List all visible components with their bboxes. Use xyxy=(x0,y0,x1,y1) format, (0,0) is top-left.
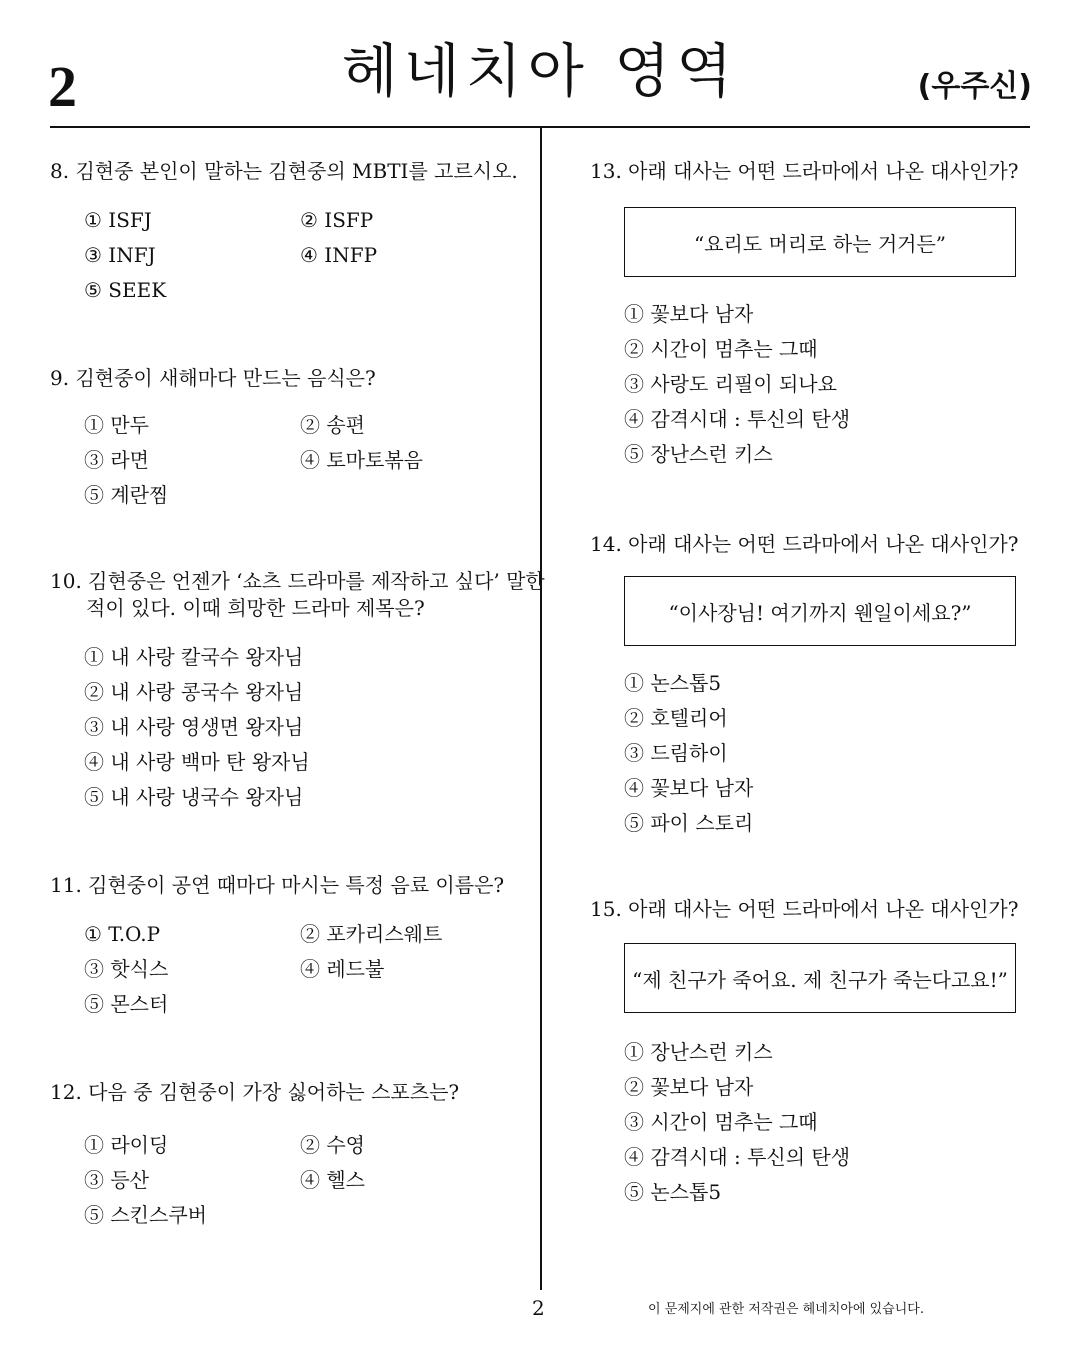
choice[interactable]: ① ISFJ xyxy=(84,208,152,232)
choice[interactable]: ③ 드림하이 xyxy=(624,741,728,765)
question-10 xyxy=(50,568,545,810)
choice[interactable]: ③ 내 사랑 영생면 왕자님 xyxy=(84,715,304,739)
question-10-text: 10. 김현중은 언젠가 ‘쇼츠 드라마를 제작하고 싶다’ 말한 적이 있다. 이때 희망한 드라마 제목은? xyxy=(50,569,545,620)
question-9-choices xyxy=(84,412,540,508)
choice[interactable]: ④ 감격시대 : 투신의 탄생 xyxy=(624,407,851,431)
right-column xyxy=(590,158,1030,1205)
choice[interactable]: ④ 토마토볶음 xyxy=(300,448,423,472)
choice[interactable]: ④ 레드불 xyxy=(300,957,385,981)
quote-box: “제 친구가 죽어요. 제 친구가 죽는다고요!” xyxy=(624,943,1016,1013)
choice[interactable]: ① 꽃보다 남자 xyxy=(624,302,754,326)
question-14-choices xyxy=(624,670,1030,836)
left-column xyxy=(50,158,545,1228)
choice[interactable]: ④ 헬스 xyxy=(300,1168,365,1192)
question-15 xyxy=(590,896,1030,1205)
copyright-notice: 이 문제지에 관한 저작권은 헤네치아에 있습니다. xyxy=(648,1302,924,1317)
question-9 xyxy=(50,365,540,508)
choice[interactable]: ⑤ SEEK xyxy=(84,278,167,302)
choice[interactable]: ② 포카리스웨트 xyxy=(300,922,443,946)
choice[interactable]: ② 수영 xyxy=(300,1133,365,1157)
choice[interactable]: ④ INFP xyxy=(300,243,378,267)
choice[interactable]: ① 내 사랑 칼국수 왕자님 xyxy=(84,645,304,669)
question-10-choices xyxy=(84,644,540,810)
choice[interactable]: ③ INFJ xyxy=(84,243,156,267)
question-12-text: 12. 다음 중 김현중이 가장 싫어하는 스포츠는? xyxy=(50,1080,460,1104)
question-8 xyxy=(50,158,540,303)
choice[interactable]: ⑤ 내 사랑 냉국수 왕자님 xyxy=(84,785,304,809)
question-13-text: 13. 아래 대사는 어떤 드라마에서 나온 대사인가? xyxy=(590,159,1019,183)
quote-box: “이사장님! 여기까지 웬일이세요?” xyxy=(624,576,1016,646)
question-12 xyxy=(50,1079,540,1228)
question-8-text: 8. 김현중 본인이 말하는 김현중의 MBTI를 고르시오. xyxy=(50,159,518,183)
choice[interactable]: ⑤ 파이 스토리 xyxy=(624,811,754,835)
choice[interactable]: ⑤ 몬스터 xyxy=(84,992,169,1016)
question-8-choices xyxy=(84,207,540,303)
choice[interactable]: ④ 꽃보다 남자 xyxy=(624,776,754,800)
choice[interactable]: ③ 핫식스 xyxy=(84,957,169,981)
page-number: 2 xyxy=(48,54,77,119)
choice[interactable]: ⑤ 논스톱5 xyxy=(624,1180,722,1204)
choice[interactable]: ③ 라면 xyxy=(84,448,149,472)
quote-box: “요리도 머리로 하는 거거든” xyxy=(624,207,1016,277)
question-13-choices xyxy=(624,301,1030,467)
choice[interactable]: ① T.O.P xyxy=(84,922,161,946)
choice[interactable]: ② 시간이 멈추는 그때 xyxy=(624,337,818,361)
question-14-text: 14. 아래 대사는 어떤 드라마에서 나온 대사인가? xyxy=(590,532,1019,556)
choice[interactable]: ① 논스톱5 xyxy=(624,671,722,695)
question-11 xyxy=(50,872,540,1017)
choice[interactable]: ② ISFP xyxy=(300,208,374,232)
question-11-choices xyxy=(84,921,540,1017)
choice[interactable]: ⑤ 장난스런 키스 xyxy=(624,442,773,466)
choice[interactable]: ③ 시간이 멈추는 그때 xyxy=(624,1110,818,1134)
question-11-text: 11. 김현중이 공연 때마다 마시는 특정 음료 이름은? xyxy=(50,873,505,897)
choice[interactable]: ④ 내 사랑 백마 탄 왕자님 xyxy=(84,750,310,774)
choice[interactable]: ③ 사랑도 리필이 되나요 xyxy=(624,372,837,396)
subject-label: (우주신) xyxy=(917,69,1032,104)
choice[interactable]: ④ 감격시대 : 투신의 탄생 xyxy=(624,1145,851,1169)
choice[interactable]: ② 꽃보다 남자 xyxy=(624,1075,754,1099)
question-15-text: 15. 아래 대사는 어떤 드라마에서 나온 대사인가? xyxy=(590,897,1019,921)
choice[interactable]: ① 라이딩 xyxy=(84,1133,169,1157)
question-12-choices xyxy=(84,1132,540,1228)
choice[interactable]: ⑤ 스킨스쿠버 xyxy=(84,1203,207,1227)
choice[interactable]: ② 내 사랑 콩국수 왕자님 xyxy=(84,680,304,704)
choice[interactable]: ② 송편 xyxy=(300,413,365,437)
choice[interactable]: ① 장난스런 키스 xyxy=(624,1040,773,1064)
question-9-text: 9. 김현중이 새해마다 만드는 음식은? xyxy=(50,366,376,390)
question-15-choices xyxy=(624,1039,1030,1205)
question-13 xyxy=(590,158,1030,467)
choice[interactable]: ② 호텔리어 xyxy=(624,706,728,730)
section-title: 헤네치아 영역 xyxy=(341,37,739,105)
choice[interactable]: ① 만두 xyxy=(84,413,149,437)
choice[interactable]: ③ 등산 xyxy=(84,1168,149,1192)
choice[interactable]: ⑤ 계란찜 xyxy=(84,483,169,507)
footer-page-number: 2 xyxy=(532,1296,545,1320)
column-divider xyxy=(540,128,542,1290)
question-14 xyxy=(590,531,1030,836)
